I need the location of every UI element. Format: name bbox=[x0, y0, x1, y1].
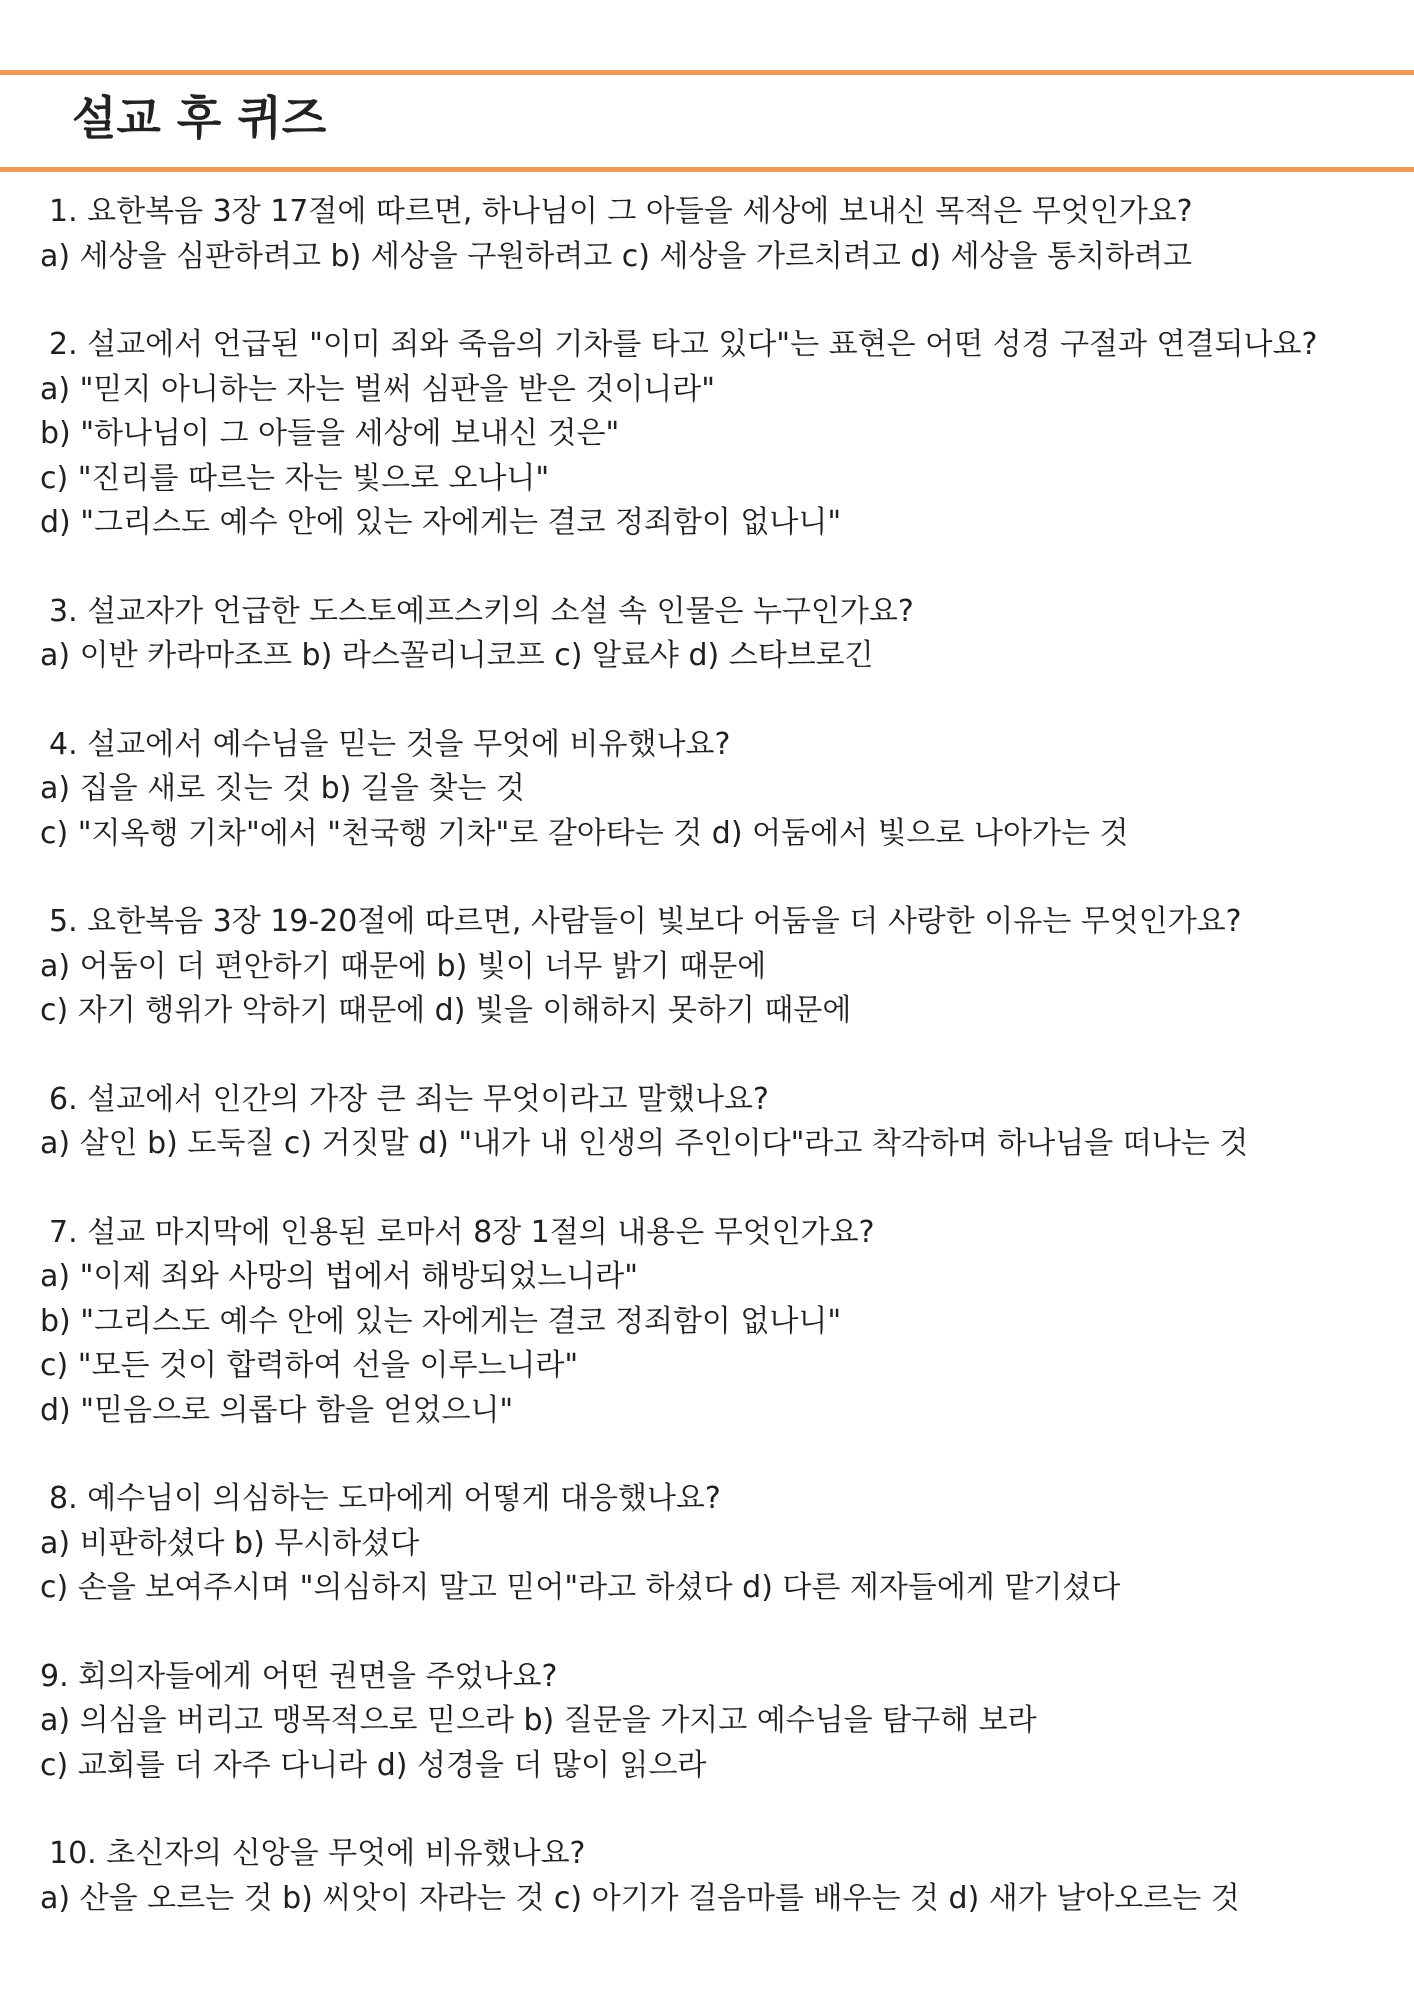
quiz-question-5 bbox=[40, 900, 1400, 1034]
question-text: 1. 요한복음 3장 17절에 따르면, 하나님이 그 아들을 세상에 보내신 목적은 무엇인가요? bbox=[49, 194, 1193, 229]
question-text: 4. 설교에서 예수님을 믿는 것을 무엇에 비유했나요? bbox=[49, 726, 731, 762]
quiz-question-10 bbox=[40, 1832, 1400, 1921]
question-text: 7. 설교 마지막에 인용된 로마서 8장 1절의 내용은 무엇인가요? bbox=[49, 1214, 875, 1250]
answer-options: a) 살인 b) 도둑질 c) 거짓말 d) "내가 내 인생의 주인이다"라고 착각하며 하나님을 떠나는 것 bbox=[40, 1126, 1249, 1161]
quiz-question-1 bbox=[40, 190, 1400, 279]
answer-options: c) 교회를 더 자주 다니라 d) 성경을 더 많이 읽으라 bbox=[40, 1747, 707, 1783]
answer-options: a) 세상을 심판하려고 b) 세상을 구원하려고 c) 세상을 가르치려고 d) 세상을 통치하려고 bbox=[40, 238, 1193, 274]
quiz-question-7 bbox=[40, 1211, 1400, 1434]
answer-options: c) 손을 보여주시며 "의심하지 말고 믿어"라고 하셨다 d) 다른 제자들에게 맡기셨다 bbox=[40, 1570, 1121, 1605]
answer-options: a) 비판하셨다 b) 무시하셨다 bbox=[40, 1525, 420, 1561]
question-text: 8. 예수님이 의심하는 도마에게 어떻게 대응했나요? bbox=[49, 1481, 721, 1516]
answer-option: d) "믿음으로 의롭다 함을 얻었으니" bbox=[40, 1392, 514, 1428]
quiz-question-6 bbox=[40, 1078, 1400, 1167]
quiz-question-4 bbox=[40, 723, 1400, 857]
answer-option: a) "믿지 아니하는 자는 벌써 심판을 받은 것이니라" bbox=[40, 371, 716, 407]
answer-option: c) "모든 것이 합력하여 선을 이루느니라" bbox=[40, 1348, 579, 1383]
bottom-accent-rule bbox=[0, 167, 1414, 172]
question-text: 10. 초신자의 신앙을 무엇에 비유했나요? bbox=[49, 1836, 586, 1871]
question-text: 3. 설교자가 언급한 도스토예프스키의 소설 속 인물은 누구인가요? bbox=[49, 593, 914, 629]
answer-options: a) 이반 카라마조프 b) 라스꼴리니코프 c) 알료샤 d) 스타브로긴 bbox=[40, 638, 874, 673]
answer-option: d) "그리스도 예수 안에 있는 자에게는 결코 정죄함이 없나니" bbox=[40, 505, 842, 540]
question-text: 2. 설교에서 언급된 "이미 죄와 죽음의 기차를 타고 있다"는 표현은 어떤 성경 구절과 연결되나요? bbox=[49, 327, 1318, 362]
quiz-question-9 bbox=[40, 1655, 1400, 1789]
question-text: 5. 요한복음 3장 19-20절에 따르면, 사람들이 빛보다 어둠을 더 사랑한 이유는 무엇인가요? bbox=[49, 904, 1242, 939]
answer-options: a) 어둠이 더 편안하기 때문에 b) 빛이 너무 밝기 때문에 bbox=[40, 948, 767, 984]
answer-options: c) 자기 행위가 악하기 때문에 d) 빛을 이해하지 못하기 때문에 bbox=[40, 993, 852, 1028]
answer-options: c) "지옥행 기차"에서 "천국행 기차"로 갈아타는 것 d) 어둠에서 빛으로 나아가는 것 bbox=[40, 815, 1129, 851]
top-accent-rule bbox=[0, 70, 1414, 75]
quiz-question-3 bbox=[40, 590, 1400, 679]
quiz-question-2 bbox=[40, 323, 1400, 546]
answer-options: a) 의심을 버리고 맹목적으로 믿으라 b) 질문을 가지고 예수님을 탐구해 보라 bbox=[40, 1703, 1037, 1738]
answer-options: a) 산을 오르는 것 b) 씨앗이 자라는 것 c) 아기가 걸음마를 배우는 것 d) 새가 날아오르는 것 bbox=[40, 1880, 1240, 1916]
question-text: 9. 회의자들에게 어떤 권면을 주었나요? bbox=[40, 1658, 558, 1694]
page-title: 설교 후 퀴즈 bbox=[72, 91, 327, 145]
answer-options: a) 집을 새로 짓는 것 b) 길을 찾는 것 bbox=[40, 771, 525, 806]
answer-option: b) "하나님이 그 아들을 세상에 보내신 것은" bbox=[40, 416, 620, 451]
answer-option: a) "이제 죄와 사망의 법에서 해방되었느니라" bbox=[40, 1259, 639, 1294]
question-text: 6. 설교에서 인간의 가장 큰 죄는 무엇이라고 말했나요? bbox=[49, 1081, 769, 1117]
quiz-list bbox=[40, 190, 1400, 1921]
quiz-question-8 bbox=[40, 1477, 1400, 1611]
answer-option: b) "그리스도 예수 안에 있는 자에게는 결코 정죄함이 없나니" bbox=[40, 1303, 842, 1339]
answer-option: c) "진리를 따르는 자는 빛으로 오나니" bbox=[40, 460, 550, 496]
